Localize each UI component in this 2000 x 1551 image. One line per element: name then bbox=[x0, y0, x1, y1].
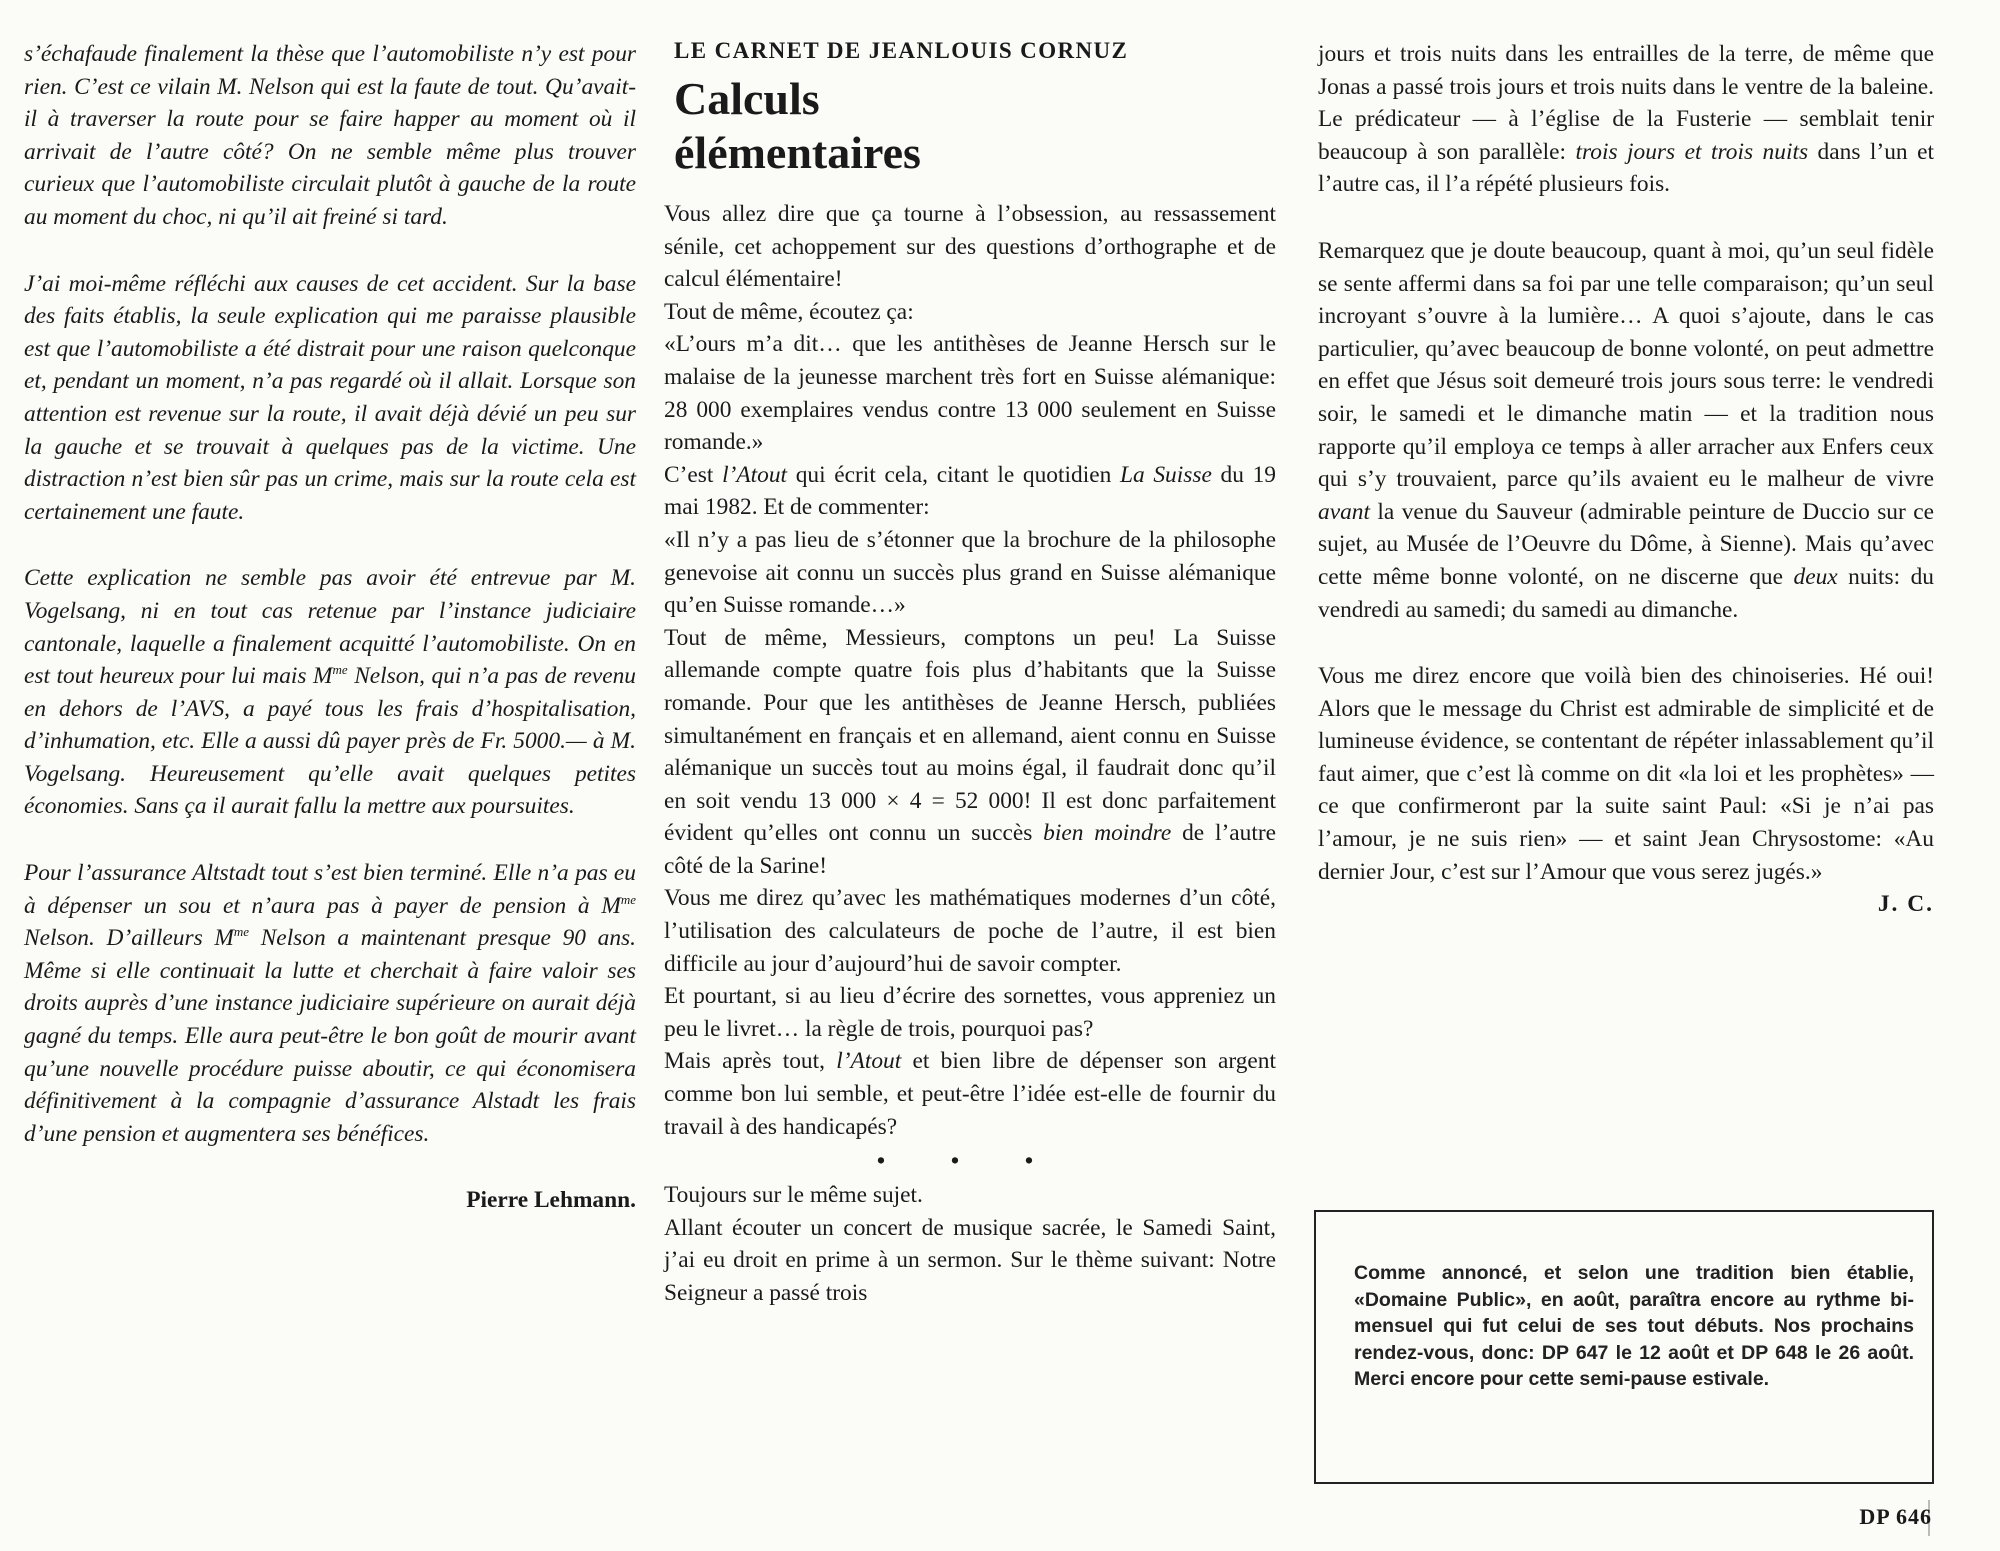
section-separator: • • • bbox=[876, 1148, 1064, 1175]
paragraph: jours et trois nuits dans les entrailles de la terre, de même que Jonas a passé trois jours et trois nuits dans le ventre de la baleine. Le prédicateur — à l’église de la Fusterie — semblait tenir beaucoup à son parallèle: trois jours et trois nuits dans l’un et l’autre cas, il l’a répété plusieurs fois. bbox=[1318, 41, 1934, 198]
paragraph: «Il n’y a pas lieu de s’étonner que la brochure de la philosophe genevoise ait connu un succès plus grand en Suisse alémanique qu’en Suisse romande…» bbox=[664, 526, 1276, 619]
paragraph: Pour l’assurance Altstadt tout s’est bien terminé. Elle n’a pas eu à dépenser un sou et n’aura pas à payer de pension à $M^{me}$ Nelson. D’ailleurs $M^{me}$ Nelson a maintenant presque 90 ans. Même si elle continuait la lutte et cherchait à faire valoir ses droits auprès d’une instance judiciaire supérieure on aurait déjà gagné du temps. Elle aura peut-être le bon goût de mourir avant qu’une nouvelle procédure puisse aboutir, ce qui économisera définitivement à la compagnie d’assurance Alstadt les frais d’une pension et augmentera ses bénéfices. bbox=[24, 860, 636, 1147]
paragraph: Vous me direz qu’avec les mathématiques modernes d’un côté, l’utilisation des calculateurs de poche de l’autre, il est bien difficile au jour d’aujourd’hui de savoir compter. bbox=[664, 885, 1276, 977]
notice-box bbox=[1314, 1210, 1934, 1484]
paragraph: Allant écouter un concert de musique sacrée, le Samedi Saint, j’ai eu droit en prime à un sermon. Sur le thème suivant: Notre Seigneur a passé trois bbox=[664, 1214, 1276, 1306]
paragraph: Cette explication ne semble pas avoir été entrevue par M. Vogelsang, ni en tout cas retenue par l’instance judiciaire cantonale, laquelle a finalement acquitté l’automobiliste. On en est tout heureux pour lui mais $M^{me}$ Nelson, qui n’a pas de revenu en dehors de l’AVS, a payé tous les frais d’hospitalisation, d’inhumation, etc. Elle a aussi dû payer près de Fr. 5000.— à M. Vogelsang. Heureusement qu’elle avait quelques petites économies. Sans ça il aurait fallu la mettre aux poursuites. bbox=[24, 565, 636, 820]
article-column-cornuz bbox=[664, 38, 1276, 1310]
paragraph: s’échafaude finalement la thèse que l’automobiliste n’y est pour rien. C’est ce vilain M. Nelson qui est la faute de tout. Qu’avait-il à traverser la route pour se faire happer au moment où il arrivait de l’autre côté? On ne semble même plus trouver curieux que l’automobiliste circulait plutôt à gauche de la route au moment du choc, ni qu’il ait freiné si tard. bbox=[24, 41, 636, 230]
author-signature: Pierre Lehmann. bbox=[466, 1187, 636, 1214]
paragraph: Toujours sur le même sujet. bbox=[664, 1182, 923, 1209]
paragraph: Vous allez dire que ça tourne à l’obsession, au ressassement sénile, cet achoppement sur des questions d’orthographe et de calcul élémentaire! bbox=[664, 201, 1276, 293]
paragraph: «L’ours m’a dit… que les antithèses de Jeanne Hersch sur le malaise de la jeunesse marchent très fort en Suisse alémanique: 28 000 exemplaires vendus contre 13 000 seulement en Suisse romande.» bbox=[664, 331, 1276, 456]
notice-text: Comme annoncé, et selon une tradition bien établie, «Domaine Public», en août, paraîtra encore au rythme bi-mensuel qui fut celui de ses tout débuts. Nos prochains rendez-vous, donc: DP 647 le 12 août et DP 648 le 26 août. Merci encore pour cette semi-pause estivale. bbox=[1354, 1262, 1914, 1390]
author-signature: J. C. bbox=[1877, 891, 1934, 918]
paragraph: Tout de même, écoutez ça: bbox=[664, 298, 914, 325]
column-kicker: LE CARNET DE JEANLOUIS CORNUZ bbox=[674, 38, 1129, 63]
paragraph: J’ai moi-même réfléchi aux causes de cet accident. Sur la base des faits établis, la seule explication qui me paraisse plausible est que l’automobiliste a été distrait pour une raison quelconque et, pendant un moment, n’a pas regardé où il allait. Lorsque son attention est revenue sur la route, il avait déjà dévié un peu sur la gauche et se trouvait à quelques pas de la victime. Une distraction n’est bien sûr pas un crime, mais sur la route cela est certainement une faute. bbox=[24, 270, 636, 525]
article-column-cornuz-continued bbox=[1318, 38, 1934, 921]
paragraph: Remarquez que je doute beaucoup, quant à moi, qu’un seul fidèle se sente affermi dans sa foi par une telle comparaison; qu’un seul incroyant s’ouvre à la lumière… A quoi s’ajoute, dans le cas particulier, qu’avec beaucoup de bonne volonté, on peut admettre en effet que Jésus soit demeuré trois jours sous terre: le vendredi soir, le samedi et le dimanche matin — et la tradition nous rapporte qu’il employa ce temps à aller arracher aux Enfers ceux qui s’y trouvaient, parce qu’ils avaient eu le malheur de vivre avant la venue du Sauveur (admirable peinture de Duccio sur ce sujet, au Musée de l’Oeuvre du Dôme, à Sienne). Mais qu’avec cette même bonne volonté, on ne discerne que deux nuits: du vendredi au samedi; du samedi au dimanche. bbox=[1318, 237, 1935, 623]
article-headline: Calculs élémentaires bbox=[674, 73, 921, 178]
article-column-lehmann bbox=[24, 38, 636, 1217]
paragraph: C’est l’Atout qui écrit cela, citant le quotidien La Suisse du 19 mai 1982. Et de commenter: bbox=[664, 461, 1276, 521]
paragraph: Vous me direz encore que voilà bien des chinoiseries. Hé oui! Alors que le message du Christ est admirable de simplicité et de lumineuse évidence, se contentant de répéter inlassablement qu’il faut aimer, que c’est là comme on dit «la loi et les prophètes» — ce que confirmeront par la suite saint Paul: «Si je n’ai pas l’amour, je ne suis rien» — et saint Jean Chrysostome: «Au dernier Jour, c’est sur l’Amour que vous serez jugés.» bbox=[1318, 663, 1934, 885]
paragraph: Et pourtant, si au lieu d’écrire des sornettes, vous appreniez un peu le livret… la règle de trois, pourquoi pas? bbox=[664, 983, 1276, 1042]
paragraph: Mais après tout, l’Atout et bien libre de dépenser son argent comme bon lui semble, et peut-être l’idée est-elle de fournir du travail à des handicapés? bbox=[664, 1048, 1276, 1140]
page-folio: DP 646 bbox=[1859, 1504, 1932, 1529]
paragraph: Tout de même, Messieurs, comptons un peu! La Suisse allemande compte quatre fois plus d’habitants que la Suisse romande. Pour que les antithèses de Jeanne Hersch, publiées simultanément en français et en allemand, aient connu en Suisse alémanique un succès tout au moins égal, il faudrait donc qu’il en soit vendu 13 000 × 4 = 52 000! Il est donc parfaitement évident qu’elles ont connu un succès bien moindre de l’autre côté de la Sarine! bbox=[664, 624, 1276, 879]
